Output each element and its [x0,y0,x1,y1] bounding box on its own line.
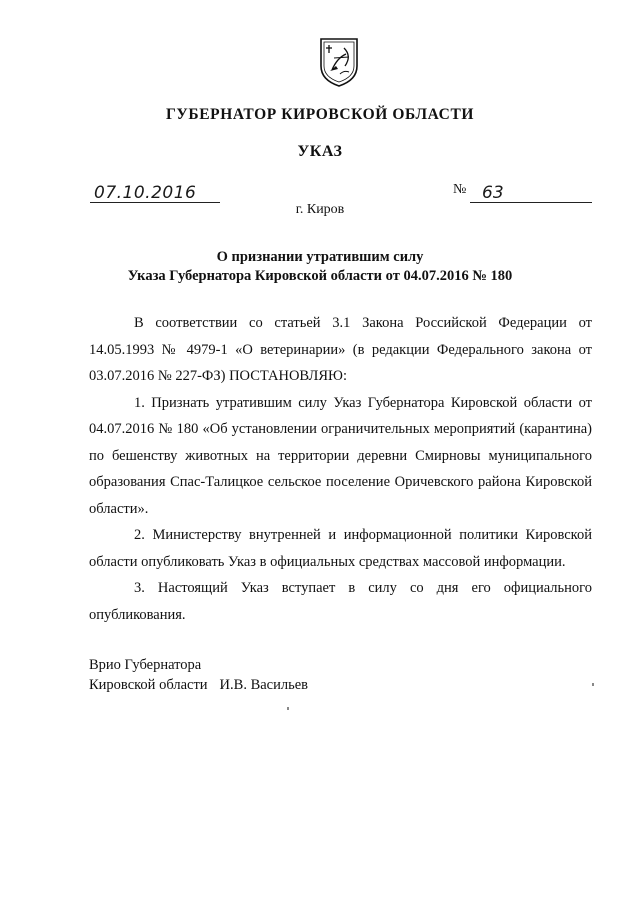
preamble-paragraph: В соответствии со статьей 3.1 Закона Российской Федерации от 14.05.1993 № 4979-1 «О ветеринарии» (в редакции Федерального закона от 03.07.2016 № 227-ФЗ) ПОСТАНОВЛЯЮ: [89,315,592,384]
decree-body [89,310,592,628]
document-type: УКАЗ [297,143,343,160]
signatory-position-line-1: Врио Губернатора [89,657,202,673]
city-name: г. Киров [295,202,345,217]
signatory-position-line-2 [89,675,308,695]
item-1-paragraph: 1. Признать утратившим силу Указ Губернатора Кировской области от 04.07.2016 № 180 «Об установлении ограничительных мероприятий (карантина) по бешенству животных на территории деревни Смирновы муниципального образования Спас-Талицкое сельское поселение Оричевского района Кировской области». [89,394,592,517]
coat-of-arms-icon [318,36,360,88]
decree-title [0,248,640,286]
number-field [470,180,592,203]
decree-title-line-2: Указа Губернатора Кировской области от 04.07.2016 № 180 [127,268,513,284]
item-3-paragraph: 3. Настоящий Указ вступает в силу со дня его официального опубликования. [89,580,592,623]
issuing-authority: ГУБЕРНАТОР КИРОВСКОЙ ОБЛАСТИ [165,106,475,123]
date-field [90,180,220,203]
signatory-name: И.В. Васильев [219,677,308,693]
scan-speck [592,683,594,686]
signature-block [89,655,308,695]
handwritten-number: 63 [482,183,504,203]
handwritten-date: 07.10.2016 [94,183,197,203]
signatory-position-region: Кировской области [89,677,208,693]
number-label: № [453,182,467,197]
scan-speck [287,707,289,710]
item-2-paragraph: 2. Министерству внутренней и информационной политики Кировской области опубликовать Указ в официальных средствах массовой информации. [89,527,592,570]
decree-title-line-1: О признании утратившим силу [216,249,424,265]
